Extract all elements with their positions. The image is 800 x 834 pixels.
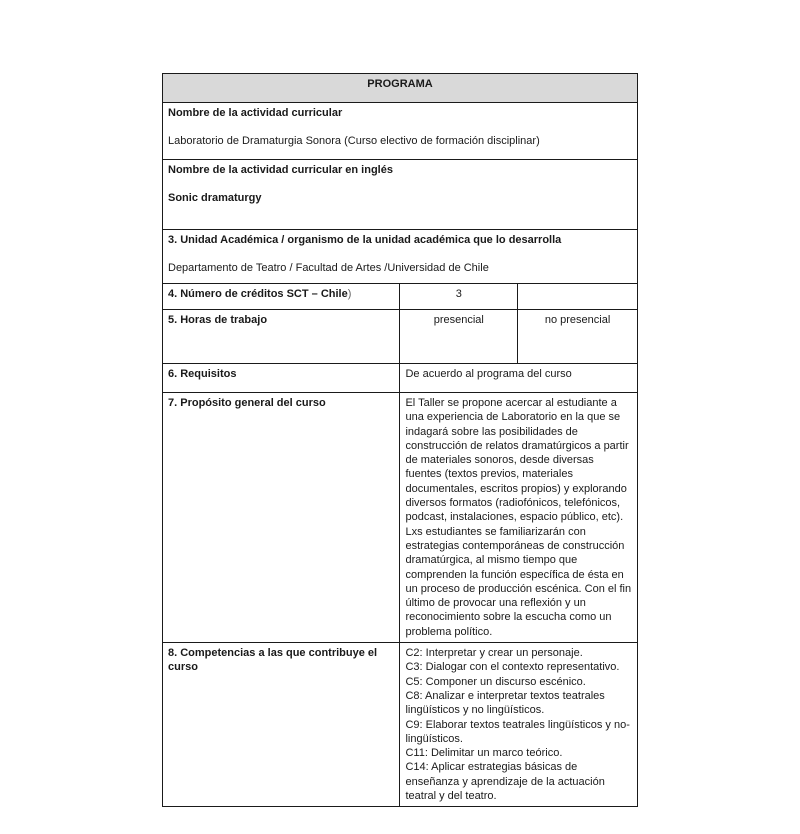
row-work-hours (163, 310, 638, 364)
competency-item: C11: Delimitar un marco teórico. (405, 747, 563, 760)
activity-name-english-label: Nombre de la actividad curricular en inglés (168, 164, 393, 176)
credits-label: 4. Número de créditos SCT – Chile (168, 288, 348, 300)
row-activity-name-english (163, 160, 638, 230)
activity-name-label: Nombre de la actividad curricular (168, 107, 343, 119)
row-academic-unit (163, 230, 638, 284)
competencies-label: 8. Competencias a las que contribuye el curso (168, 647, 378, 674)
table-header-row (163, 74, 638, 103)
program-table (162, 73, 638, 807)
competency-item: C2: Interpretar y crear un personaje. (405, 647, 583, 660)
row-purpose (163, 393, 638, 643)
requirements-value: De acuerdo al programa del curso (400, 364, 638, 393)
credits-value: 3 (400, 284, 518, 310)
academic-unit-value: Departamento de Teatro / Facultad de Artes /Universidad de Chile (168, 262, 489, 275)
purpose-value: El Taller se propone acercar al estudiante a una experiencia de Laboratorio en la que se indagará sobre las posibilidades de construcción de relatos dramatúrgicos a partir de materiales sonoros, desde diversas fuentes (textos previos, materiales documentales, escritos propios) y explorando diversos formatos (radiofónicos, telefónicos, podcast, instalaciones, espacio público, etc). Lxs estudiantes se familiarizarán con estrategias contemporáneas de construcción dramatúrgica, al mismo tiempo que comprenden la función específica de ésta en un proceso de producción escénica. Con el fin último de provocar una reflexión y un reconocimiento sobre la escucha como un problema político. (400, 393, 638, 643)
activity-name-english-value: Sonic dramaturgy (168, 192, 262, 205)
row-credits (163, 284, 638, 310)
work-hours-no-presencial: no presencial (518, 310, 638, 364)
activity-name-value: Laboratorio de Dramaturgia Sonora (Curso electivo de formación disciplinar) (168, 135, 540, 148)
purpose-label: 7. Propósito general del curso (168, 397, 326, 409)
work-hours-label: 5. Horas de trabajo (168, 314, 268, 326)
credits-label-suffix: ) (347, 288, 352, 300)
competency-item: C3: Dialogar con el contexto representativo. (405, 661, 620, 674)
competency-item: C14: Aplicar estrategias básicas de enseñanza y aprendizaje de la actuación teatral y del teatro. (405, 761, 605, 803)
academic-unit-label: 3. Unidad Académica / organismo de la unidad académica que lo desarrolla (168, 234, 562, 246)
table-header: PROGRAMA (163, 74, 638, 103)
work-hours-presencial: presencial (400, 310, 518, 364)
credits-value-extra (518, 284, 638, 310)
competency-item: C5: Componer un discurso escénico. (405, 675, 586, 688)
row-competencies (163, 643, 638, 807)
competency-item: C8: Analizar e interpretar textos teatrales lingüísticos y no lingüísticos. (405, 689, 605, 717)
requirements-label: 6. Requisitos (168, 368, 237, 380)
row-activity-name (163, 103, 638, 160)
competencies-list (400, 643, 638, 807)
competency-item: C9: Elaborar textos teatrales lingüísticos y no-lingüísticos. (405, 718, 630, 745)
row-requirements (163, 364, 638, 393)
